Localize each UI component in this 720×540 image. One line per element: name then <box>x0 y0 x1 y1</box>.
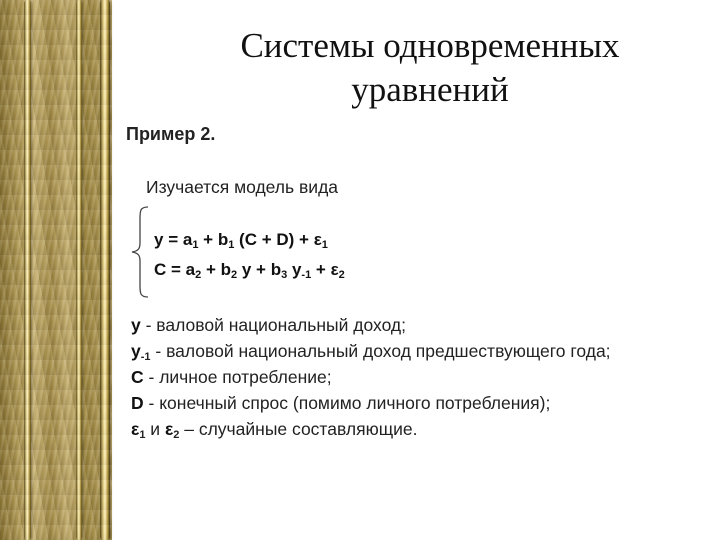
definition-term: y <box>131 315 141 335</box>
gold-rail-left <box>24 0 31 540</box>
definition-term: D <box>131 393 144 413</box>
definition-term-sub: 1 <box>139 429 146 441</box>
eq1-eps: ε <box>313 230 322 249</box>
eq1-b-sub: 1 <box>228 239 235 251</box>
eq1-b: b <box>217 230 229 249</box>
slide-title-line1: Системы одновременных <box>240 26 620 65</box>
definition-conjunction: и <box>145 419 165 439</box>
definition-c <box>131 364 611 390</box>
equation-1 <box>154 230 328 251</box>
eq2-a-sub: 2 <box>195 269 202 281</box>
eq2-eps: ε <box>330 260 339 279</box>
definition-text: - личное потребление; <box>143 367 332 387</box>
definition-term: ε <box>131 419 140 439</box>
eq2-b3-sub: 3 <box>281 269 288 281</box>
definition-y-prev <box>131 338 611 364</box>
intro-text: Изучается модель вида <box>146 177 339 197</box>
definition-text: - валовой национальный доход; <box>140 315 406 335</box>
example-label: Пример 2. <box>126 124 216 144</box>
eq1-eps-sub: 1 <box>321 239 328 251</box>
slide-title <box>150 24 710 112</box>
eq1-lhs: y <box>154 230 164 249</box>
definition-term-sub: -1 <box>140 351 151 363</box>
definition-term: C <box>131 367 144 387</box>
definition-text: – случайные составляющие. <box>179 419 418 439</box>
definition-eps <box>131 416 611 442</box>
eq2-equals: = <box>166 260 186 279</box>
eq1-plus: + <box>198 230 218 249</box>
definition-d <box>131 390 611 416</box>
definition-term: y <box>131 341 141 361</box>
eq2-b3: b <box>270 260 282 279</box>
equation-2 <box>154 260 345 281</box>
eq2-plus-2: + <box>311 260 331 279</box>
eq2-y-sub: -1 <box>301 269 312 281</box>
definition-term-2-sub: 2 <box>173 429 180 441</box>
eq2-a: a <box>185 260 196 279</box>
eq2-plus: + <box>201 260 221 279</box>
eq1-a-sub: 1 <box>192 239 199 251</box>
definition-text: - валовой национальный доход предшествующего года; <box>150 341 611 361</box>
definition-text: - конечный спрос (помимо личного потребления); <box>143 393 551 413</box>
eq2-y: y <box>287 260 302 279</box>
eq2-eps-sub: 2 <box>338 269 345 281</box>
eq1-a: a <box>182 230 193 249</box>
gold-rail-right <box>100 0 110 540</box>
eq2-lhs: C <box>154 260 167 279</box>
slide-title-line2: уравнений <box>351 70 509 109</box>
eq1-rest: (C + D) + <box>234 230 314 249</box>
eq2-mid: y + <box>237 260 271 279</box>
eq2-b-sub: 2 <box>231 269 238 281</box>
gold-rail-middle <box>76 0 82 540</box>
decorative-sidebar <box>0 0 112 540</box>
eq1-equals: = <box>163 230 183 249</box>
definition-y <box>131 312 611 338</box>
definitions-list <box>131 312 611 442</box>
definition-term-2: ε <box>164 419 174 439</box>
curly-brace-icon <box>128 205 152 299</box>
eq2-b: b <box>220 260 232 279</box>
